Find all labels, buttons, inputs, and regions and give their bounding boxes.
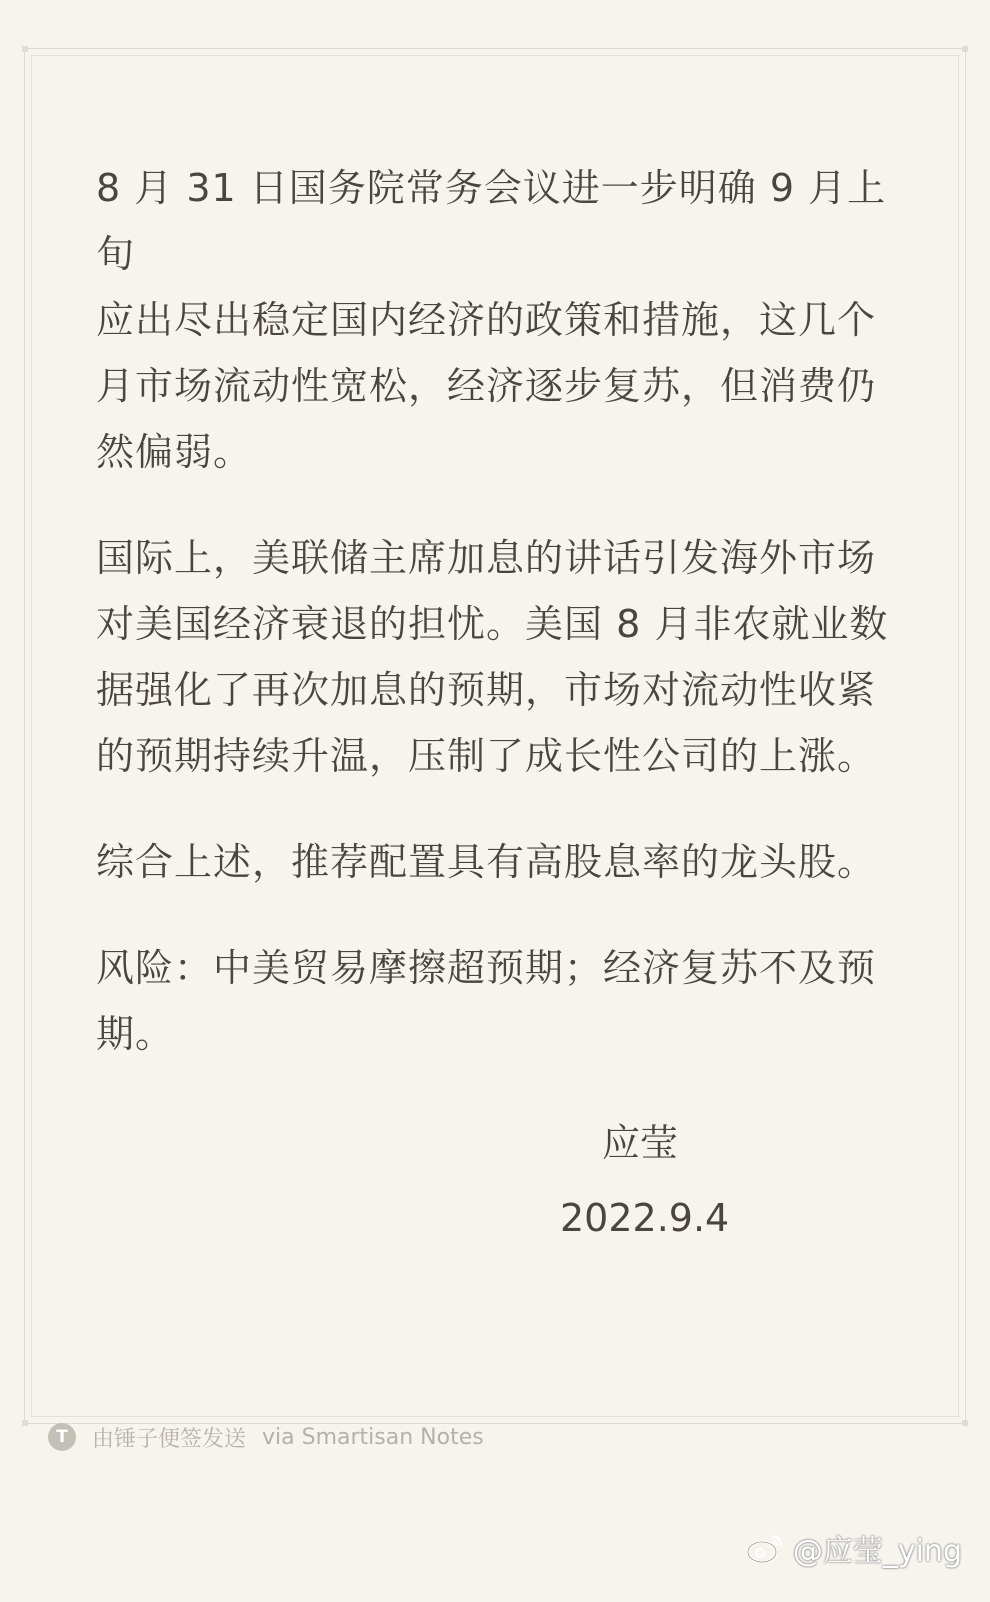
frame-corner [962,1420,968,1426]
frame-corner [22,1420,28,1426]
note-body [96,155,896,1107]
signature-date: 2022.9.4 [560,1196,730,1240]
frame-corner [962,46,968,52]
footer [48,1420,484,1454]
footer-app-name-cn: 由锤子便签发送 [92,1426,247,1452]
note-paragraph-4: 风险：中美贸易摩擦超预期；经济复苏不及预 期。 [96,946,877,1056]
watermark-text: @应莹_ying [792,1534,962,1569]
weibo-watermark [745,1526,962,1570]
note-paragraph-3: 综合上述，推荐配置具有高股息率的龙头股。 [96,840,877,884]
note-paragraph-2: 国际上，美联储主席加息的讲话引发海外市场 对美国经济衰退的担忧。美国 8 月非农就业数 据强化了再次加息的预期，市场对流动性收紧 的预期持续升温，压制了成长性公司的上涨。 [96,536,889,778]
smartisan-t-icon: T [48,1423,76,1451]
frame-corner [22,46,28,52]
footer-app-name-en: via Smartisan Notes [262,1424,484,1450]
weibo-icon [745,1532,785,1564]
note-paragraph-1: 8 月 31 日国务院常务会议进一步明确 9 月上旬 应出尽出稳定国内经济的政策和措施，这几个 月市场流动性宽松，经济逐步复苏，但消费仍 然偏弱。 [96,166,887,474]
signature-name: 应莹 [601,1121,678,1165]
